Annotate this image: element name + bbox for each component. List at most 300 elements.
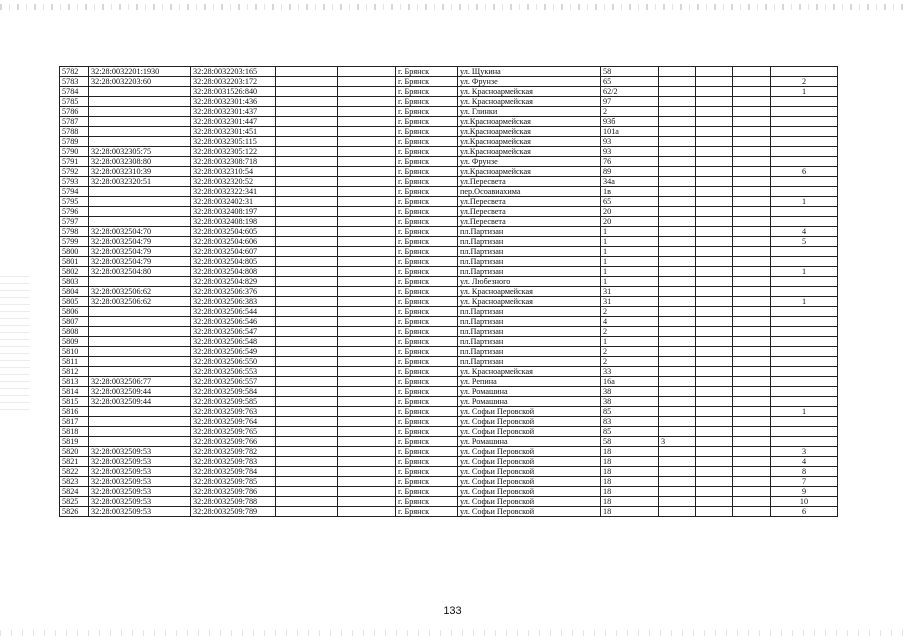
empty-cell xyxy=(733,67,771,77)
empty-cell xyxy=(733,397,771,407)
cadastral-parcel-cell: 32:28:0032305:75 xyxy=(89,147,191,157)
flat-cell xyxy=(659,467,696,477)
street-cell: ул. Софьи Перовской xyxy=(458,507,601,517)
empty-cell xyxy=(696,487,733,497)
house-cell: 20 xyxy=(601,217,659,227)
empty-cell xyxy=(696,107,733,117)
street-cell: пер.Осоавиахима xyxy=(458,187,601,197)
city-cell: г. Брянск xyxy=(396,497,458,507)
empty-cell xyxy=(276,317,338,327)
empty-cell xyxy=(338,207,396,217)
empty-cell xyxy=(696,247,733,257)
city-cell: г. Брянск xyxy=(396,417,458,427)
empty-cell xyxy=(696,267,733,277)
table-row xyxy=(60,127,838,137)
house-cell: 1 xyxy=(601,237,659,247)
row-number-cell: 5784 xyxy=(60,87,89,97)
house-cell: 16а xyxy=(601,377,659,387)
house-cell: 2 xyxy=(601,347,659,357)
city-cell: г. Брянск xyxy=(396,257,458,267)
extra-cell xyxy=(771,107,838,117)
flat-cell xyxy=(659,377,696,387)
empty-cell xyxy=(338,297,396,307)
empty-cell xyxy=(338,87,396,97)
table-row xyxy=(60,107,838,117)
flat-cell xyxy=(659,337,696,347)
city-cell: г. Брянск xyxy=(396,127,458,137)
empty-cell xyxy=(733,157,771,167)
house-cell: 1 xyxy=(601,337,659,347)
city-cell: г. Брянск xyxy=(396,507,458,517)
house-cell: 76 xyxy=(601,157,659,167)
row-number-cell: 5822 xyxy=(60,467,89,477)
empty-cell xyxy=(338,397,396,407)
table-row xyxy=(60,257,838,267)
empty-cell xyxy=(733,307,771,317)
empty-cell xyxy=(733,217,771,227)
extra-cell xyxy=(771,437,838,447)
table-row xyxy=(60,387,838,397)
cadastral-object-cell: 32:28:0032301:436 xyxy=(191,97,276,107)
extra-cell xyxy=(771,417,838,427)
cadastral-parcel-cell: 32:28:0032506:77 xyxy=(89,377,191,387)
row-number-cell: 5826 xyxy=(60,507,89,517)
table-row xyxy=(60,147,838,157)
cadastral-object-cell: 32:28:0032506:547 xyxy=(191,327,276,337)
cadastral-parcel-cell: 32:28:0032506:62 xyxy=(89,287,191,297)
empty-cell xyxy=(276,467,338,477)
table-row xyxy=(60,67,838,77)
row-number-cell: 5808 xyxy=(60,327,89,337)
empty-cell xyxy=(733,327,771,337)
registry-table xyxy=(59,66,838,517)
empty-cell xyxy=(733,427,771,437)
flat-cell xyxy=(659,327,696,337)
empty-cell xyxy=(696,347,733,357)
street-cell: пл.Партизан xyxy=(458,267,601,277)
table-row xyxy=(60,117,838,127)
empty-cell xyxy=(276,407,338,417)
cadastral-object-cell: 32:28:0032509:784 xyxy=(191,467,276,477)
cadastral-parcel-cell xyxy=(89,137,191,147)
house-cell: 89 xyxy=(601,167,659,177)
cadastral-parcel-cell: 32:28:0032504:79 xyxy=(89,237,191,247)
empty-cell xyxy=(338,357,396,367)
empty-cell xyxy=(696,207,733,217)
street-cell: ул. Софьи Перовской xyxy=(458,477,601,487)
empty-cell xyxy=(276,427,338,437)
extra-cell xyxy=(771,357,838,367)
cadastral-object-cell: 32:28:0032506:557 xyxy=(191,377,276,387)
cadastral-object-cell: 32:28:0032509:763 xyxy=(191,407,276,417)
empty-cell xyxy=(696,157,733,167)
empty-cell xyxy=(696,447,733,457)
city-cell: г. Брянск xyxy=(396,427,458,437)
house-cell: 31 xyxy=(601,297,659,307)
table-row xyxy=(60,237,838,247)
house-cell: 93 xyxy=(601,137,659,147)
table-row xyxy=(60,317,838,327)
city-cell: г. Брянск xyxy=(396,477,458,487)
table-row xyxy=(60,187,838,197)
empty-cell xyxy=(733,187,771,197)
empty-cell xyxy=(338,507,396,517)
table-row xyxy=(60,137,838,147)
table-row xyxy=(60,487,838,497)
cadastral-object-cell: 32:28:0032301:451 xyxy=(191,127,276,137)
row-number-cell: 5794 xyxy=(60,187,89,197)
table-row xyxy=(60,197,838,207)
row-number-cell: 5809 xyxy=(60,337,89,347)
empty-cell xyxy=(276,97,338,107)
empty-cell xyxy=(696,377,733,387)
cadastral-object-cell: 32:28:0032506:376 xyxy=(191,287,276,297)
street-cell: пл.Партизан xyxy=(458,247,601,257)
empty-cell xyxy=(696,187,733,197)
house-cell: 58 xyxy=(601,67,659,77)
page-number: 133 xyxy=(443,605,462,617)
row-number-cell: 5792 xyxy=(60,167,89,177)
cadastral-parcel-cell xyxy=(89,187,191,197)
empty-cell xyxy=(733,367,771,377)
city-cell: г. Брянск xyxy=(396,97,458,107)
cadastral-object-cell: 32:28:0032504:605 xyxy=(191,227,276,237)
flat-cell xyxy=(659,317,696,327)
table-row xyxy=(60,227,838,237)
cadastral-parcel-cell: 32:28:0032504:70 xyxy=(89,227,191,237)
cadastral-parcel-cell: 32:28:0032509:53 xyxy=(89,487,191,497)
empty-cell xyxy=(338,147,396,157)
city-cell: г. Брянск xyxy=(396,117,458,127)
street-cell: пл.Партизан xyxy=(458,307,601,317)
cadastral-parcel-cell xyxy=(89,107,191,117)
extra-cell xyxy=(771,307,838,317)
house-cell: 18 xyxy=(601,497,659,507)
empty-cell xyxy=(338,127,396,137)
house-cell: 18 xyxy=(601,467,659,477)
empty-cell xyxy=(696,507,733,517)
table-row xyxy=(60,417,838,427)
empty-cell xyxy=(338,107,396,117)
table-row xyxy=(60,77,838,87)
city-cell: г. Брянск xyxy=(396,447,458,457)
cadastral-object-cell: 32:28:0032203:172 xyxy=(191,77,276,87)
empty-cell xyxy=(338,377,396,387)
house-cell: 2 xyxy=(601,327,659,337)
house-cell: 85 xyxy=(601,407,659,417)
cadastral-object-cell: 32:28:0032308:718 xyxy=(191,157,276,167)
table-row xyxy=(60,367,838,377)
cadastral-parcel-cell xyxy=(89,307,191,317)
empty-cell xyxy=(696,287,733,297)
extra-cell xyxy=(771,397,838,407)
house-cell: 18 xyxy=(601,507,659,517)
table-row xyxy=(60,327,838,337)
extra-cell xyxy=(771,257,838,267)
empty-cell xyxy=(733,317,771,327)
row-number-cell: 5793 xyxy=(60,177,89,187)
flat-cell xyxy=(659,187,696,197)
cadastral-object-cell: 32:28:0032504:607 xyxy=(191,247,276,257)
table-row xyxy=(60,307,838,317)
cadastral-object-cell: 32:28:0032504:805 xyxy=(191,257,276,267)
cadastral-object-cell: 32:28:0032506:383 xyxy=(191,297,276,307)
empty-cell xyxy=(338,137,396,147)
house-cell: 1в xyxy=(601,187,659,197)
city-cell: г. Брянск xyxy=(396,77,458,87)
empty-cell xyxy=(276,67,338,77)
extra-cell xyxy=(771,67,838,77)
empty-cell xyxy=(733,347,771,357)
flat-cell xyxy=(659,237,696,247)
house-cell: 93 xyxy=(601,147,659,157)
empty-cell xyxy=(696,297,733,307)
extra-cell: 4 xyxy=(771,457,838,467)
empty-cell xyxy=(338,257,396,267)
flat-cell xyxy=(659,507,696,517)
cadastral-parcel-cell: 32:28:0032308:80 xyxy=(89,157,191,167)
flat-cell xyxy=(659,257,696,267)
table-row xyxy=(60,287,838,297)
empty-cell xyxy=(733,447,771,457)
cadastral-parcel-cell xyxy=(89,317,191,327)
city-cell: г. Брянск xyxy=(396,337,458,347)
cadastral-object-cell: 32:28:0032509:783 xyxy=(191,457,276,467)
street-cell: ул. Софьи Перовской xyxy=(458,457,601,467)
city-cell: г. Брянск xyxy=(396,157,458,167)
table-row xyxy=(60,437,838,447)
cadastral-object-cell: 32:28:0032506:546 xyxy=(191,317,276,327)
city-cell: г. Брянск xyxy=(396,457,458,467)
empty-cell xyxy=(338,287,396,297)
city-cell: г. Брянск xyxy=(396,167,458,177)
street-cell: ул.Красноармейская xyxy=(458,147,601,157)
cadastral-object-cell: 32:28:0032320:52 xyxy=(191,177,276,187)
empty-cell xyxy=(338,77,396,87)
extra-cell xyxy=(771,117,838,127)
empty-cell xyxy=(338,97,396,107)
cadastral-parcel-cell: 32:28:0032504:79 xyxy=(89,247,191,257)
empty-cell xyxy=(276,137,338,147)
table-row xyxy=(60,427,838,437)
row-number-cell: 5805 xyxy=(60,297,89,307)
street-cell: ул. Фрунзе xyxy=(458,77,601,87)
street-cell: пл.Партизан xyxy=(458,327,601,337)
empty-cell xyxy=(338,417,396,427)
empty-cell xyxy=(338,177,396,187)
street-cell: ул.Красноармейская xyxy=(458,117,601,127)
flat-cell xyxy=(659,307,696,317)
row-number-cell: 5823 xyxy=(60,477,89,487)
empty-cell xyxy=(338,67,396,77)
empty-cell xyxy=(276,287,338,297)
empty-cell xyxy=(338,187,396,197)
extra-cell xyxy=(771,247,838,257)
empty-cell xyxy=(696,397,733,407)
cadastral-parcel-cell xyxy=(89,97,191,107)
street-cell: ул. Ромашина xyxy=(458,437,601,447)
empty-cell xyxy=(338,267,396,277)
street-cell: ул.Пересвета xyxy=(458,217,601,227)
flat-cell xyxy=(659,197,696,207)
street-cell: пл.Партизан xyxy=(458,257,601,267)
empty-cell xyxy=(733,87,771,97)
cadastral-object-cell: 32:28:0032322:341 xyxy=(191,187,276,197)
cadastral-object-cell: 32:28:0032506:553 xyxy=(191,367,276,377)
empty-cell xyxy=(276,417,338,427)
street-cell: ул.Пересвета xyxy=(458,197,601,207)
street-cell: пл.Партизан xyxy=(458,347,601,357)
empty-cell xyxy=(733,277,771,287)
empty-cell xyxy=(276,197,338,207)
empty-cell xyxy=(733,77,771,87)
row-number-cell: 5819 xyxy=(60,437,89,447)
row-number-cell: 5790 xyxy=(60,147,89,157)
cadastral-parcel-cell: 32:28:0032310:39 xyxy=(89,167,191,177)
house-cell: 31 xyxy=(601,287,659,297)
flat-cell: 3 xyxy=(659,437,696,447)
empty-cell xyxy=(338,467,396,477)
extra-cell xyxy=(771,217,838,227)
house-cell: 34а xyxy=(601,177,659,187)
cadastral-object-cell: 32:28:0032301:447 xyxy=(191,117,276,127)
empty-cell xyxy=(338,457,396,467)
cadastral-parcel-cell xyxy=(89,117,191,127)
street-cell: ул. Фрунзе xyxy=(458,157,601,167)
row-number-cell: 5787 xyxy=(60,117,89,127)
extra-cell xyxy=(771,337,838,347)
flat-cell xyxy=(659,277,696,287)
empty-cell xyxy=(733,167,771,177)
empty-cell xyxy=(276,437,338,447)
house-cell: 1 xyxy=(601,227,659,237)
flat-cell xyxy=(659,157,696,167)
extra-cell xyxy=(771,127,838,137)
cadastral-object-cell: 32:28:0032506:550 xyxy=(191,357,276,367)
flat-cell xyxy=(659,227,696,237)
row-number-cell: 5800 xyxy=(60,247,89,257)
cadastral-parcel-cell: 32:28:0032201:1930 xyxy=(89,67,191,77)
cadastral-object-cell: 32:28:0032305:115 xyxy=(191,137,276,147)
empty-cell xyxy=(338,387,396,397)
empty-cell xyxy=(276,247,338,257)
cadastral-parcel-cell: 32:28:0032509:53 xyxy=(89,467,191,477)
empty-cell xyxy=(276,107,338,117)
cadastral-parcel-cell: 32:28:0032509:53 xyxy=(89,507,191,517)
empty-cell xyxy=(276,507,338,517)
city-cell: г. Брянск xyxy=(396,307,458,317)
cadastral-object-cell: 32:28:0032305:122 xyxy=(191,147,276,157)
empty-cell xyxy=(733,197,771,207)
extra-cell: 1 xyxy=(771,87,838,97)
city-cell: г. Брянск xyxy=(396,297,458,307)
cadastral-object-cell: 32:28:0032203:165 xyxy=(191,67,276,77)
empty-cell xyxy=(338,237,396,247)
flat-cell xyxy=(659,347,696,357)
cadastral-object-cell: 32:28:0032504:829 xyxy=(191,277,276,287)
empty-cell xyxy=(733,377,771,387)
empty-cell xyxy=(733,207,771,217)
empty-cell xyxy=(696,117,733,127)
cadastral-parcel-cell: 32:28:0032509:53 xyxy=(89,497,191,507)
empty-cell xyxy=(276,447,338,457)
row-number-cell: 5817 xyxy=(60,417,89,427)
row-number-cell: 5801 xyxy=(60,257,89,267)
empty-cell xyxy=(276,177,338,187)
extra-cell xyxy=(771,277,838,287)
extra-cell: 6 xyxy=(771,167,838,177)
empty-cell xyxy=(276,487,338,497)
flat-cell xyxy=(659,137,696,147)
flat-cell xyxy=(659,267,696,277)
row-number-cell: 5813 xyxy=(60,377,89,387)
empty-cell xyxy=(338,117,396,127)
empty-cell xyxy=(733,257,771,267)
empty-cell xyxy=(733,297,771,307)
table-row xyxy=(60,217,838,227)
house-cell: 20 xyxy=(601,207,659,217)
extra-cell xyxy=(771,187,838,197)
empty-cell xyxy=(696,427,733,437)
extra-cell: 10 xyxy=(771,497,838,507)
row-number-cell: 5785 xyxy=(60,97,89,107)
empty-cell xyxy=(696,147,733,157)
row-number-cell: 5795 xyxy=(60,197,89,207)
table-row xyxy=(60,447,838,457)
house-cell: 33 xyxy=(601,367,659,377)
flat-cell xyxy=(659,487,696,497)
row-number-cell: 5782 xyxy=(60,67,89,77)
row-number-cell: 5810 xyxy=(60,347,89,357)
table-row xyxy=(60,167,838,177)
flat-cell xyxy=(659,497,696,507)
cadastral-object-cell: 32:28:0032504:808 xyxy=(191,267,276,277)
flat-cell xyxy=(659,397,696,407)
street-cell: ул. Ромашина xyxy=(458,387,601,397)
extra-cell: 4 xyxy=(771,227,838,237)
cadastral-object-cell: 32:28:0032310:54 xyxy=(191,167,276,177)
table-row xyxy=(60,267,838,277)
empty-cell xyxy=(276,167,338,177)
cadastral-parcel-cell: 32:28:0032509:44 xyxy=(89,387,191,397)
empty-cell xyxy=(733,487,771,497)
empty-cell xyxy=(733,497,771,507)
cadastral-parcel-cell xyxy=(89,87,191,97)
extra-cell: 7 xyxy=(771,477,838,487)
row-number-cell: 5798 xyxy=(60,227,89,237)
empty-cell xyxy=(338,487,396,497)
empty-cell xyxy=(696,237,733,247)
empty-cell xyxy=(733,97,771,107)
empty-cell xyxy=(733,407,771,417)
row-number-cell: 5814 xyxy=(60,387,89,397)
empty-cell xyxy=(696,87,733,97)
city-cell: г. Брянск xyxy=(396,387,458,397)
city-cell: г. Брянск xyxy=(396,357,458,367)
empty-cell xyxy=(733,507,771,517)
cadastral-parcel-cell xyxy=(89,367,191,377)
house-cell: 93б xyxy=(601,117,659,127)
city-cell: г. Брянск xyxy=(396,197,458,207)
row-number-cell: 5820 xyxy=(60,447,89,457)
empty-cell xyxy=(733,117,771,127)
extra-cell xyxy=(771,177,838,187)
cadastral-object-cell: 32:28:0032509:788 xyxy=(191,497,276,507)
city-cell: г. Брянск xyxy=(396,137,458,147)
city-cell: г. Брянск xyxy=(396,437,458,447)
flat-cell xyxy=(659,207,696,217)
flat-cell xyxy=(659,387,696,397)
